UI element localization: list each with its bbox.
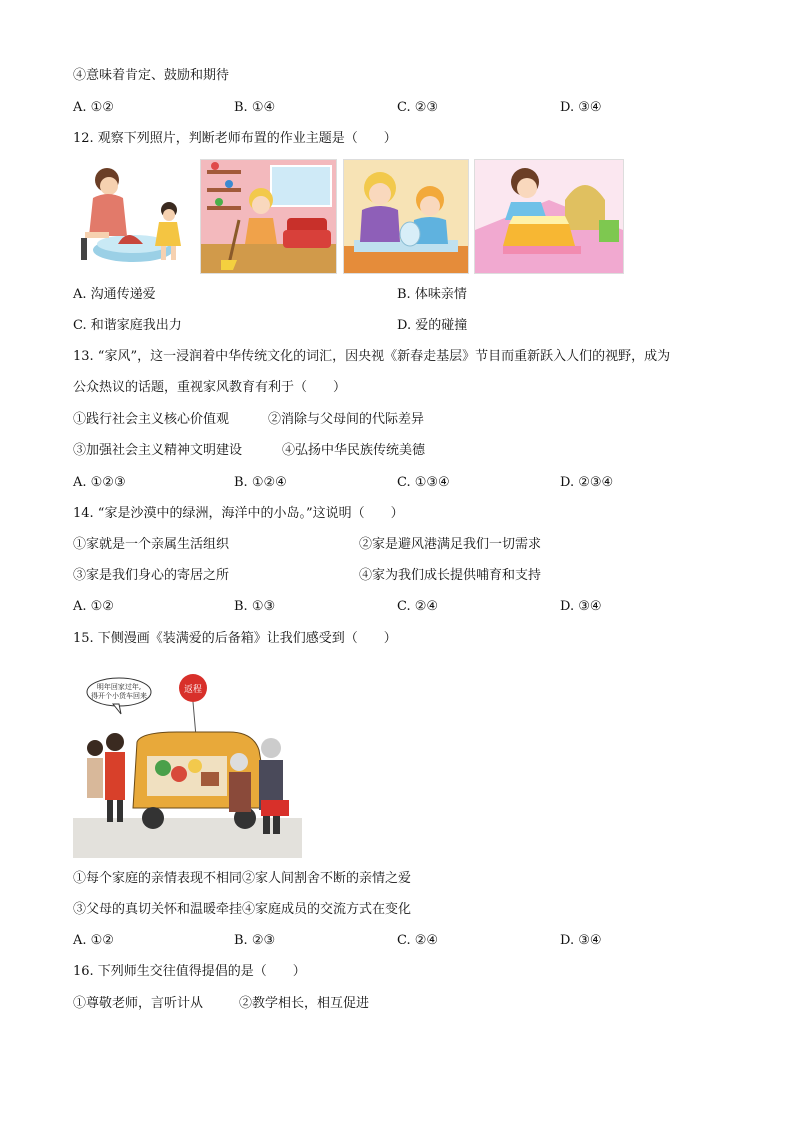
- q15-option-c: C. ②④: [397, 933, 439, 948]
- q16-statement-2: ②教学相长，相互促进: [239, 996, 370, 1011]
- q12-option-c: C. 和谐家庭我出力: [73, 318, 182, 333]
- q12-option-a: A. 沟通传递爱: [73, 287, 156, 302]
- q12-image-sweeping: [200, 159, 337, 274]
- q15-balloon-label: 返程: [183, 685, 203, 695]
- q13-statement-4: ④弘扬中华民族传统美德: [282, 443, 426, 458]
- q15-statements-1-2: ①每个家庭的亲情表现不相同②家人间割舍不断的亲情之爱: [73, 871, 412, 886]
- q13-option-d: D. ②③④: [560, 475, 614, 490]
- q14-statement-2: ②家是避风港满足我们一切需求: [359, 537, 542, 552]
- q13-statement-2: ②消除与父母间的代际差异: [268, 412, 425, 427]
- q11-option-c: C. ②③: [397, 100, 439, 115]
- q13-statement-3: ③加强社会主义精神文明建设: [73, 443, 243, 458]
- q12-image-making-cake: [474, 159, 624, 274]
- q13-option-a: A. ①②③: [73, 475, 126, 490]
- q16-stem: 16. 下列师生交往值得提倡的是（ ）: [73, 964, 306, 979]
- q16-statement-1: ①尊敬老师，言听计从: [73, 996, 204, 1011]
- q14-option-d: D. ③④: [560, 599, 602, 614]
- q11-option-d: D. ③④: [560, 100, 602, 115]
- q14-statement-1: ①家就是一个亲属生活组织: [73, 537, 230, 552]
- q13-statement-1: ①践行社会主义核心价值观: [73, 412, 230, 427]
- q13-stem-line-1: 13. “家风”，这一浸润着中华传统文化的词汇，因央视《新春走基层》节目而重新跃入人们的视野，成为: [73, 349, 671, 364]
- q15-statements-3-4: ③父母的真切关怀和温暖牵挂④家庭成员的交流方式在变化: [73, 902, 412, 917]
- q12-image-washing-dishes: [343, 159, 469, 274]
- q11-statement-4: ④意味着肯定、鼓励和期待: [73, 68, 230, 83]
- q12-option-b: B. 体味亲情: [397, 287, 467, 302]
- q14-option-a: A. ①②: [73, 599, 114, 614]
- q14-option-c: C. ②④: [397, 599, 439, 614]
- q12-image-washing-clothes: [73, 158, 193, 272]
- q13-option-b: B. ①②④: [234, 475, 287, 490]
- q12-option-d: D. 爱的碰撞: [397, 318, 468, 333]
- q13-stem-line-2: 公众热议的话题，重视家风教育有利于（ ）: [73, 380, 347, 395]
- q15-speech-line-1: 明年回家过年,: [96, 683, 142, 691]
- q15-speech-line-2: 得开个小货车回来: [91, 692, 147, 700]
- q14-stem: 14. “家是沙漠中的绿洲，海洋中的小岛。”这说明（ ）: [73, 506, 404, 521]
- q11-option-b: B. ①④: [234, 100, 276, 115]
- q14-statement-4: ④家为我们成长提供哺育和支持: [359, 568, 542, 583]
- q15-stem: 15. 下侧漫画《装满爱的后备箱》让我们感受到（ ）: [73, 631, 397, 646]
- q13-option-c: C. ①③④: [397, 475, 450, 490]
- q12-stem: 12. 观察下列照片，判断老师布置的作业主题是（ ）: [73, 131, 397, 146]
- q15-cartoon: [73, 668, 302, 858]
- q15-option-b: B. ②③: [234, 933, 276, 948]
- q15-option-a: A. ①②: [73, 933, 114, 948]
- q11-option-a: A. ①②: [73, 100, 114, 115]
- q14-option-b: B. ①③: [234, 599, 276, 614]
- q15-option-d: D. ③④: [560, 933, 602, 948]
- q14-statement-3: ③家是我们身心的寄居之所: [73, 568, 230, 583]
